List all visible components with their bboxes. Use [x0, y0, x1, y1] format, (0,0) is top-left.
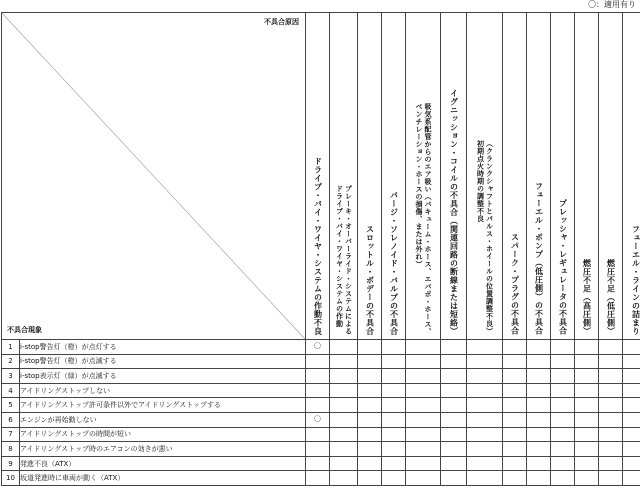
applicability-cell [382, 398, 406, 413]
applicability-cell [623, 340, 640, 355]
applicability-cell [575, 427, 599, 442]
applicability-cell [527, 412, 551, 427]
row-number: 10 [2, 471, 20, 486]
applicability-cell [382, 456, 406, 471]
applicability-cell [575, 383, 599, 398]
applicability-cell [406, 471, 441, 486]
applicability-cell [575, 442, 599, 457]
cause-column-header [575, 13, 599, 340]
applicability-cell [527, 456, 551, 471]
symptom-cell: アイドリングストップの時間が短い [20, 427, 306, 442]
symptom-cell: i-stop警告灯（橙）が点滅する [20, 354, 306, 369]
applicability-cell [406, 383, 441, 398]
row-number: 4 [2, 383, 20, 398]
symptom-cell: エンジンが再始動しない [20, 412, 306, 427]
cause-label: ドライブ・バイ・ワイヤ・システムの作動不良 [313, 157, 323, 336]
applicability-cell [623, 427, 640, 442]
cause-label: フューエル・ラインの詰まり [631, 225, 640, 336]
applicability-cell [358, 369, 382, 384]
applicability-cell [382, 442, 406, 457]
cause-label: 吸気系配管からのエア吸い（バキューム・ホース、エバポ・ホース、 ベンチレーション・ホースの損傷、または外れ） [414, 103, 432, 336]
applicability-cell [441, 412, 467, 427]
table-row [2, 412, 640, 427]
applicability-cell [441, 456, 467, 471]
applicability-cell [527, 427, 551, 442]
applicability-cell [551, 398, 575, 413]
applicability-cell [467, 398, 503, 413]
applicability-cell [551, 412, 575, 427]
applicability-cell [330, 340, 358, 355]
applicability-cell [358, 340, 382, 355]
applicability-cell [575, 456, 599, 471]
applicability-cell [306, 354, 330, 369]
matrix-body [2, 340, 640, 486]
applicability-cell [599, 354, 623, 369]
applicability-cell [527, 340, 551, 355]
applicability-cell [467, 412, 503, 427]
cause-label: プレッシャ・レギュレータの不具合 [558, 199, 568, 335]
applicability-cell [330, 412, 358, 427]
applicability-cell [306, 398, 330, 413]
applicability-cell [467, 354, 503, 369]
applicability-cell [467, 442, 503, 457]
cause-column-header [527, 13, 551, 340]
row-number: 6 [2, 412, 20, 427]
symptom-cell: アイドリングストップしない [20, 383, 306, 398]
applicability-cell [551, 427, 575, 442]
applicability-cell [382, 412, 406, 427]
applicability-cell [330, 383, 358, 398]
applicability-cell [575, 471, 599, 486]
applicability-cell [623, 383, 640, 398]
applicability-cell [599, 442, 623, 457]
cause-column-header [599, 13, 623, 340]
table-row [2, 471, 640, 486]
table-row [2, 383, 640, 398]
applicability-cell [406, 369, 441, 384]
applicability-cell [599, 383, 623, 398]
applicability-cell [306, 427, 330, 442]
applicability-cell [599, 471, 623, 486]
applicability-cell [330, 398, 358, 413]
applicability-cell [503, 354, 527, 369]
applicability-cell [330, 442, 358, 457]
applicability-cell [382, 369, 406, 384]
applicability-cell [382, 340, 406, 355]
cause-label: フューエル・ポンプ（低圧側）の不具合 [534, 182, 544, 335]
applicability-cell [441, 398, 467, 413]
applicability-cell [503, 456, 527, 471]
row-number: 1 [2, 340, 20, 355]
applicability-cell [406, 354, 441, 369]
applicability-cell [467, 383, 503, 398]
cause-label: スパーク・プラグの不具合 [510, 233, 520, 335]
symptom-cell: アイドリングストップ許可条件以外でアイドリングストップする [20, 398, 306, 413]
symptom-cell: i-stop表示灯（緑）が点滅する [20, 369, 306, 384]
applicability-cell [382, 383, 406, 398]
cause-label: （クランクシャフトとパルス・ホイールの位置調整不良） 初期点火時期の調整不良 [476, 140, 494, 335]
applicability-cell [358, 427, 382, 442]
cause-label: 燃圧不足（高圧側） [582, 259, 592, 336]
cause-label: パージ・ソレノイド・バルブの不具合 [389, 191, 399, 336]
applicability-cell [503, 412, 527, 427]
diagonal-divider [2, 13, 305, 339]
applicability-cell [406, 412, 441, 427]
applicability-cell [330, 471, 358, 486]
applicability-cell [382, 471, 406, 486]
applicability-cell [527, 471, 551, 486]
applicability-cell [575, 354, 599, 369]
applicability-cell [441, 427, 467, 442]
applicability-cell [527, 354, 551, 369]
cause-label: イグニッション・コイルの不具合（関連回路の断線または短絡） [449, 89, 459, 336]
table-row [2, 427, 640, 442]
applicability-cell [599, 456, 623, 471]
cause-column-header [467, 13, 503, 340]
applicability-cell [623, 354, 640, 369]
applicability-cell [406, 398, 441, 413]
cause-label: 燃圧不足（低圧側） [606, 259, 616, 336]
applicability-cell [441, 442, 467, 457]
symptom-cell: 坂道発進時に車両が動く（ATX） [20, 471, 306, 486]
applicability-cell [551, 354, 575, 369]
applicability-cell [623, 369, 640, 384]
applicability-cell [467, 340, 503, 355]
cause-column-header [382, 13, 406, 340]
cause-label: スロットル・ボデーの不具合 [365, 225, 375, 336]
applicability-cell [467, 471, 503, 486]
cause-column-header [406, 13, 441, 340]
applicability-cell [306, 456, 330, 471]
applicability-cell [551, 369, 575, 384]
applicability-cell [599, 340, 623, 355]
applicability-cell [306, 442, 330, 457]
cause-header-label: 不具合原因 [264, 17, 299, 27]
applicability-cell [358, 412, 382, 427]
table-row [2, 354, 640, 369]
applicability-cell [575, 340, 599, 355]
applicability-cell [358, 471, 382, 486]
applicability-cell [406, 340, 441, 355]
table-row [2, 369, 640, 384]
applicability-cell [358, 383, 382, 398]
applicability-cell [551, 471, 575, 486]
symptom-cell: 発進不良（ATX） [20, 456, 306, 471]
table-row [2, 442, 640, 457]
table-row [2, 456, 640, 471]
applicability-cell [599, 398, 623, 413]
applicability-cell [623, 412, 640, 427]
row-number: 9 [2, 456, 20, 471]
applicability-cell [441, 369, 467, 384]
applicability-cell [527, 442, 551, 457]
applicability-cell [358, 398, 382, 413]
applicability-cell [623, 471, 640, 486]
applicability-cell [406, 427, 441, 442]
applicability-cell [599, 412, 623, 427]
applicability-cell [551, 340, 575, 355]
cause-column-header [358, 13, 382, 340]
applicability-cell [441, 354, 467, 369]
applicability-cell [599, 369, 623, 384]
cause-column-header [503, 13, 527, 340]
applicability-cell [503, 369, 527, 384]
applicability-cell: 〇 [306, 340, 330, 355]
applicability-cell [441, 340, 467, 355]
applicability-cell [503, 442, 527, 457]
applicability-cell [527, 369, 551, 384]
cause-label: ブレーキ・オーバーライド・システムによる ドライブ・バイ・ワイヤ・システムの作動 [335, 185, 353, 335]
applicability-cell [503, 398, 527, 413]
applicability-cell [330, 456, 358, 471]
applicability-cell [330, 427, 358, 442]
row-number: 8 [2, 442, 20, 457]
applicability-cell [503, 471, 527, 486]
applicability-cell [330, 369, 358, 384]
applicability-cell [503, 383, 527, 398]
applicability-cell [467, 369, 503, 384]
applicability-cell [382, 427, 406, 442]
applicability-cell [358, 456, 382, 471]
table-row [2, 398, 640, 413]
applicability-cell [330, 354, 358, 369]
applicability-cell [623, 456, 640, 471]
applicability-cell [382, 354, 406, 369]
applicability-cell [575, 398, 599, 413]
applicability-cell [467, 427, 503, 442]
applicability-cell [527, 398, 551, 413]
applicability-cell [551, 442, 575, 457]
applicability-cell [503, 340, 527, 355]
applicability-cell [358, 354, 382, 369]
symptom-cell: アイドリングストップ時のエアコンの効きが悪い [20, 442, 306, 457]
header-corner [2, 13, 306, 340]
applicability-cell: 〇 [306, 412, 330, 427]
applicability-cell [441, 471, 467, 486]
applicability-cell [623, 398, 640, 413]
header-row [2, 13, 640, 340]
applicability-cell [599, 427, 623, 442]
applicability-cell [503, 427, 527, 442]
symptom-cause-matrix [1, 12, 640, 486]
applicability-cell [306, 383, 330, 398]
cause-column-header [551, 13, 575, 340]
applicability-cell [358, 442, 382, 457]
cause-column-header [306, 13, 330, 340]
row-number: 5 [2, 398, 20, 413]
cause-column-header [441, 13, 467, 340]
cause-column-header [330, 13, 358, 340]
symptom-cell: i-stop警告灯（橙）が点灯する [20, 340, 306, 355]
applicability-cell [306, 471, 330, 486]
table-row [2, 340, 640, 355]
symptom-header-label: 不具合現象 [7, 325, 42, 335]
row-number: 2 [2, 354, 20, 369]
legend: 〇：適用有り [588, 0, 636, 10]
applicability-cell [551, 383, 575, 398]
applicability-cell [575, 412, 599, 427]
applicability-cell [575, 369, 599, 384]
row-number: 3 [2, 369, 20, 384]
applicability-cell [406, 456, 441, 471]
cause-column-header [623, 13, 640, 340]
applicability-cell [527, 383, 551, 398]
row-number: 7 [2, 427, 20, 442]
applicability-cell [441, 383, 467, 398]
applicability-cell [551, 456, 575, 471]
applicability-cell [467, 456, 503, 471]
applicability-cell [306, 369, 330, 384]
applicability-cell [623, 442, 640, 457]
applicability-cell [406, 442, 441, 457]
